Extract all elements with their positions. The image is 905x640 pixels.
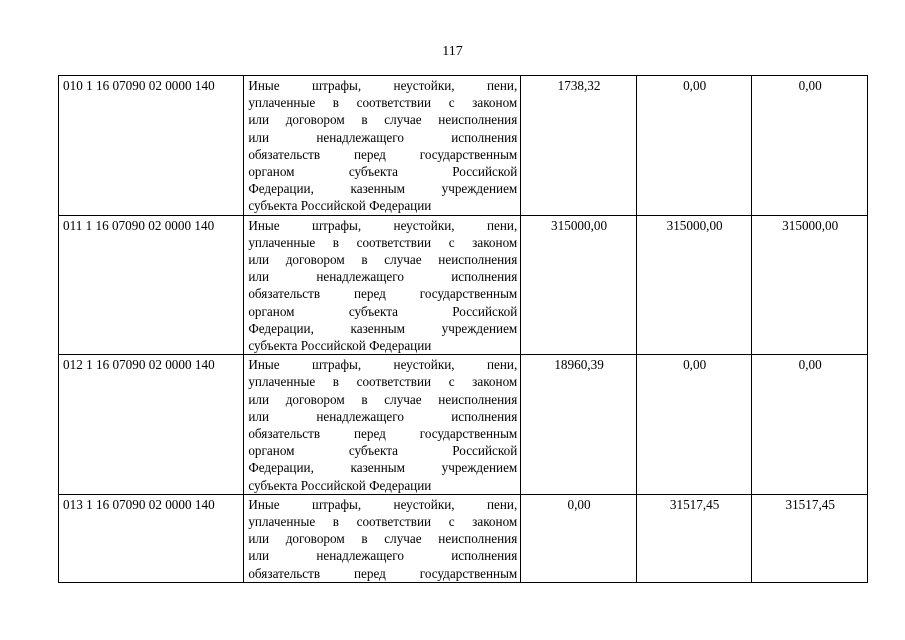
description-line: субъекта Российской Федерации	[248, 198, 432, 214]
amount-cell-1: 0,00	[521, 494, 637, 582]
description-line: или ненадлежащего исполнения	[248, 129, 518, 145]
description-line: Федерации, казенным учреждением	[248, 320, 518, 336]
amount-cell-1: 315000,00	[521, 215, 637, 355]
description-line: или договором в случае неисполнения	[248, 252, 518, 268]
description-line: или ненадлежащего исполнения	[248, 408, 518, 424]
budget-code-cell: 012 1 16 07090 02 0000 140	[59, 355, 244, 495]
amount-cell-2: 31517,45	[636, 494, 752, 582]
description-line: Иные штрафы, неустойки, пени,	[248, 496, 518, 512]
amount-cell-3: 315000,00	[752, 215, 868, 355]
description-line: органом субъекта Российской	[248, 164, 518, 180]
amount-cell-1: 18960,39	[521, 355, 637, 495]
description-cell	[244, 494, 521, 582]
description-line: обязательств перед государственным	[248, 426, 518, 442]
description-line: Федерации, казенным учреждением	[248, 181, 518, 197]
table-row	[59, 355, 868, 495]
amount-cell-2: 315000,00	[636, 215, 752, 355]
amount-cell-2: 0,00	[636, 355, 752, 495]
description-line: субъекта Российской Федерации	[248, 338, 432, 354]
budget-code-cell: 010 1 16 07090 02 0000 140	[59, 76, 244, 216]
amount-cell-1: 1738,32	[521, 76, 637, 216]
description-line: обязательств перед государственным	[248, 565, 518, 581]
description-cell	[244, 215, 521, 355]
description-line: субъекта Российской Федерации	[248, 477, 432, 493]
amount-cell-3: 0,00	[752, 76, 868, 216]
description-line: Иные штрафы, неустойки, пени,	[248, 217, 518, 233]
table-row	[59, 215, 868, 355]
budget-code-cell: 013 1 16 07090 02 0000 140	[59, 494, 244, 582]
description-cell	[244, 76, 521, 216]
description-line: органом субъекта Российской	[248, 443, 518, 459]
description-clip	[248, 496, 517, 582]
description-line: Федерации, казенным учреждением	[248, 460, 518, 476]
budget-code-cell: 011 1 16 07090 02 0000 140	[59, 215, 244, 355]
description-line: Иные штрафы, неустойки, пени,	[248, 357, 518, 373]
description-line: обязательств перед государственным	[248, 286, 518, 302]
amount-cell-3: 0,00	[752, 355, 868, 495]
description-line: уплаченные в соответствии с законом	[248, 514, 518, 530]
description-line: уплаченные в соответствии с законом	[248, 95, 518, 111]
amount-cell-3: 31517,45	[752, 494, 868, 582]
description-line: уплаченные в соответствии с законом	[248, 234, 518, 250]
description-cell	[244, 355, 521, 495]
description-line: или ненадлежащего исполнения	[248, 548, 518, 564]
description-line: или ненадлежащего исполнения	[248, 269, 518, 285]
table-row	[59, 76, 868, 216]
description-line: обязательств перед государственным	[248, 146, 518, 162]
description-line: или договором в случае неисполнения	[248, 391, 518, 407]
page-number: 117	[442, 44, 463, 59]
revenue-table	[58, 75, 868, 583]
amount-cell-2: 0,00	[636, 76, 752, 216]
description-line: или договором в случае неисполнения	[248, 112, 518, 128]
table-row	[59, 494, 868, 582]
description-line: или договором в случае неисполнения	[248, 531, 518, 547]
description-line: органом субъекта Российской	[248, 303, 518, 319]
description-line: Иные штрафы, неустойки, пени,	[248, 78, 518, 93]
description-line: уплаченные в соответствии с законом	[248, 374, 518, 390]
